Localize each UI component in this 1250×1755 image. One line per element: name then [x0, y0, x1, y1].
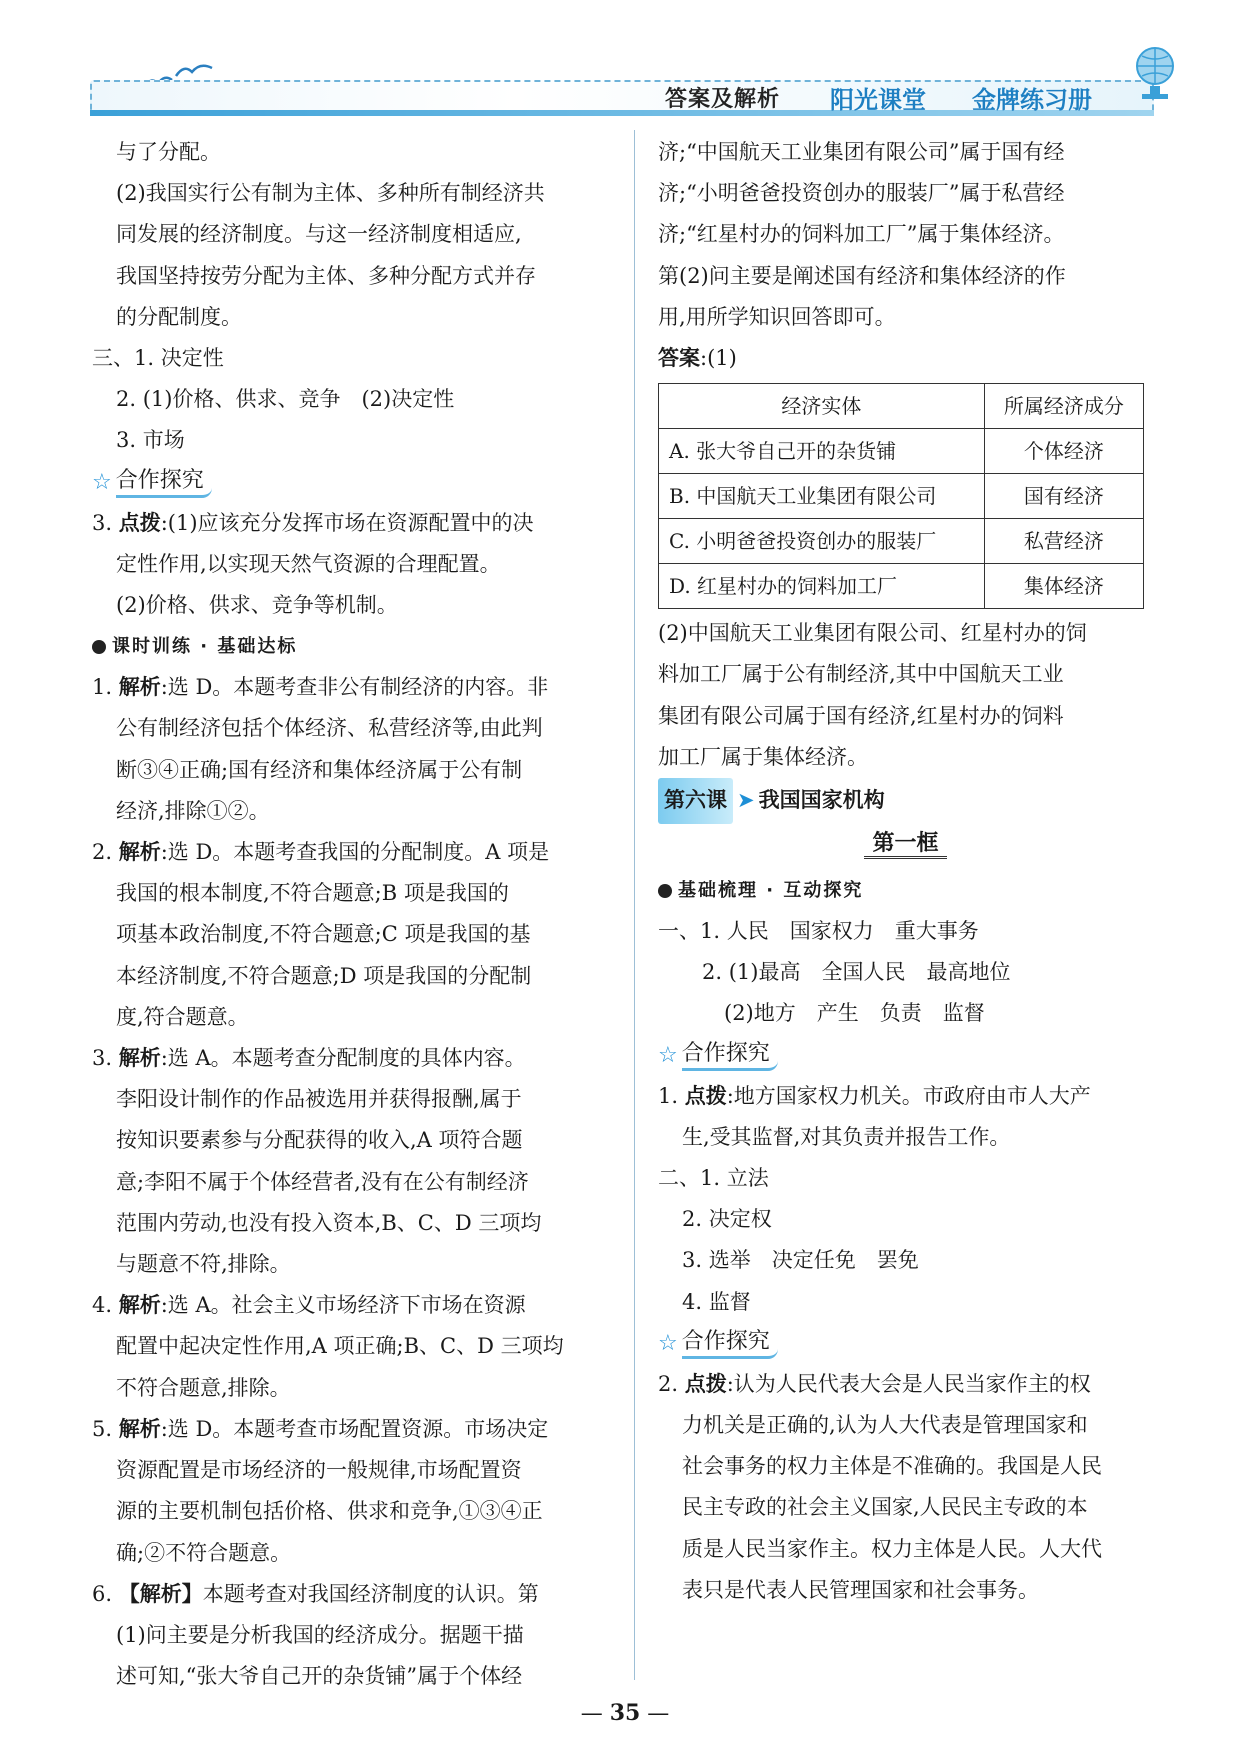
lesson-heading — [658, 778, 1153, 824]
text-line: 2. (1)价格、供求、竞争 (2)决定性 — [116, 387, 455, 412]
text-line: (2)中国航天工业集团有限公司、红星村办的饲 — [658, 621, 1087, 646]
section-heading — [92, 626, 612, 667]
text-line: 不符合题意,排除。 — [116, 1375, 291, 1400]
table-row — [659, 429, 1144, 474]
analysis-label: 【解析】 — [118, 1581, 203, 1606]
frame-title: 第一框 — [658, 824, 1153, 870]
text-line: 4. 监督 — [682, 1289, 751, 1314]
text-line: 料加工厂属于公有制经济,其中中国航天工业 — [658, 662, 1064, 687]
coop-heading-text: 合作探究 — [116, 467, 212, 498]
text-line: (1)问主要是分析我国的经济成分。据题干描 — [116, 1622, 524, 1647]
text-line: 述可知,“张大爷自己开的杂货铺”属于个体经 — [116, 1664, 523, 1689]
table-cell: B. 中国航天工业集团有限公司 — [659, 474, 985, 519]
table-row — [659, 519, 1144, 564]
brand-name: 阳光课堂 — [830, 86, 926, 114]
text-line: 用,用所学知识回答即可。 — [658, 304, 896, 329]
coop-heading — [92, 462, 612, 503]
text-line: 社会事务的权力主体是不准确的。我国是人民 — [682, 1454, 1102, 1479]
bullet-icon — [92, 640, 106, 654]
text-line: 集团有限公司属于国有经济,红星村办的饲料 — [658, 703, 1064, 728]
star-icon: ☆ — [658, 1042, 678, 1068]
text-line: 断③④正确;国有经济和集体经济属于公有制 — [116, 757, 523, 782]
text-line: 民主专政的社会主义国家,人民民主专政的本 — [682, 1495, 1088, 1520]
text-line: 第(2)问主要是阐述国有经济和集体经济的作 — [658, 263, 1066, 288]
table-row — [659, 564, 1144, 609]
text-line: 2. (1)最高 全国人民 最高地位 — [702, 960, 1011, 985]
answer-label: 答案 — [658, 346, 700, 371]
lesson-title: 我国国家机构 — [758, 788, 885, 813]
text-line: (2)价格、供求、竞争等机制。 — [116, 593, 398, 618]
answer-line: 2. 点拨:认为人民代表大会是人民当家作主的权 — [658, 1371, 1091, 1396]
text-line: 经济,排除①②。 — [116, 798, 270, 823]
text-line: 三、1. 决定性 — [92, 346, 224, 371]
text-line: 意;李阳不属于个体经营者,没有在公有制经济 — [116, 1169, 529, 1194]
text-line: 同发展的经济制度。与这一经济制度相适应, — [116, 222, 522, 247]
text-line: 确;②不符合题意。 — [116, 1540, 292, 1565]
answer-line: 答案:(1) — [658, 346, 737, 371]
hint-label: 点拨 — [684, 1371, 727, 1396]
text-line: 资源配置是市场经济的一般规律,市场配置资 — [116, 1458, 522, 1483]
text-line: (2)我国实行公有制为主体、多种所有制经济共 — [116, 181, 545, 206]
text-line: 3. 选举 决定任免 罢免 — [682, 1248, 919, 1273]
text-line: 的分配制度。 — [116, 304, 242, 329]
answer-table — [658, 383, 1144, 609]
analysis-label: 解析 — [118, 1416, 161, 1441]
text-line: (2)地方 产生 负责 监督 — [724, 1001, 985, 1026]
text-line: 一、1. 人民 国家权力 重大事务 — [658, 919, 979, 944]
text-line: 力机关是正确的,认为人大代表是管理国家和 — [682, 1413, 1088, 1438]
text-line: 按知识要素参与分配获得的收入,A 项符合题 — [116, 1128, 523, 1153]
analysis-label: 解析 — [118, 1293, 161, 1318]
table-header-row — [659, 384, 1144, 429]
answer-line: 3. 点拨:(1)应该充分发挥市场在资源配置中的决 — [92, 510, 534, 535]
hint-label: 点拨 — [684, 1083, 727, 1108]
answer-line: 2. 解析:选 D。本题考查我国的分配制度。A 项是 — [92, 840, 550, 865]
table-row — [659, 474, 1144, 519]
text-line: 3. 市场 — [116, 428, 185, 453]
text-line: 质是人民当家作主。权力主体是人民。人大代 — [682, 1536, 1102, 1561]
analysis-label: 解析 — [118, 840, 161, 865]
text-line: 范围内劳动,也没有投入资本,B、C、D 三项均 — [116, 1210, 542, 1235]
text-line: 生,受其监督,对其负责并报告工作。 — [682, 1124, 1011, 1149]
text-line: 公有制经济包括个体经济、私营经济等,由此判 — [116, 716, 543, 741]
column-divider — [634, 130, 635, 1680]
page-header — [90, 70, 1150, 122]
star-icon: ☆ — [658, 1330, 678, 1356]
hint-label: 点拨 — [118, 510, 161, 535]
text-line: 济;“红星村办的饲料加工厂”属于集体经济。 — [658, 222, 1065, 247]
answer-line: 3. 解析:选 A。本题考查分配制度的具体内容。 — [92, 1046, 526, 1071]
answer-line: 6. 【解析】本题考查对我国经济制度的认识。第 — [92, 1581, 539, 1606]
coop-heading — [658, 1035, 1153, 1076]
text-line: 二、1. 立法 — [658, 1166, 769, 1191]
lesson-tag: 第六课 — [658, 778, 733, 823]
section-heading-text: 基础梳理 · 互动探究 — [678, 879, 864, 901]
table-header: 经济实体 — [659, 384, 985, 429]
text-line: 加工厂属于集体经济。 — [658, 744, 868, 769]
book-name: 金牌练习册 — [972, 86, 1092, 114]
text-line: 本经济制度,不符合题意;D 项是我国的分配制 — [116, 963, 532, 988]
coop-heading-text: 合作探究 — [682, 1328, 778, 1359]
arrow-icon: ➤ — [737, 788, 755, 813]
text-line: 2. 决定权 — [682, 1207, 772, 1232]
table-cell: A. 张大爷自己开的杂货铺 — [659, 429, 985, 474]
text-line: 配置中起决定性作用,A 项正确;B、C、D 三项均 — [116, 1334, 564, 1359]
star-icon: ☆ — [92, 469, 112, 495]
text-line: 济;“小明爸爸投资创办的服装厂”属于私营经 — [658, 181, 1065, 206]
text-line: 与了分配。 — [116, 140, 221, 164]
coop-heading — [658, 1323, 1153, 1364]
section-heading — [658, 870, 1153, 911]
answer-line: 4. 解析:选 A。社会主义市场经济下市场在资源 — [92, 1293, 526, 1318]
text-line: 项基本政治制度,不符合题意;C 项是我国的基 — [116, 922, 531, 947]
answer-line: 5. 解析:选 D。本题考查市场配置资源。市场决定 — [92, 1416, 549, 1441]
table-cell: C. 小明爸爸投资创办的服装厂 — [659, 519, 985, 564]
left-column — [92, 132, 612, 1697]
table-header: 所属经济成分 — [984, 384, 1143, 429]
text-line: 我国的根本制度,不符合题意;B 项是我国的 — [116, 881, 509, 906]
page-number: — 35 — — [0, 1700, 1250, 1726]
coop-heading-text: 合作探究 — [682, 1040, 778, 1071]
table-cell: 国有经济 — [984, 474, 1143, 519]
table-cell: D. 红星村办的饲料加工厂 — [659, 564, 985, 609]
text-line: 我国坚持按劳分配为主体、多种分配方式并存 — [116, 263, 536, 288]
header-title: 答案及解析 — [665, 87, 781, 112]
text-line: 与题意不符,排除。 — [116, 1252, 291, 1277]
answer-line: 1. 点拨:地方国家权力机关。市政府由市人大产 — [658, 1083, 1091, 1108]
globe-icon — [1130, 42, 1180, 112]
text-line: 度,符合题意。 — [116, 1004, 249, 1029]
table-cell: 个体经济 — [984, 429, 1143, 474]
answer-line: 1. 解析:选 D。本题考查非公有制经济的内容。非 — [92, 675, 549, 700]
analysis-label: 解析 — [118, 675, 161, 700]
text-line: 济;“中国航天工业集团有限公司”属于国有经 — [658, 140, 1065, 164]
text-line: 表只是代表人民管理国家和社会事务。 — [682, 1577, 1039, 1602]
table-cell: 集体经济 — [984, 564, 1143, 609]
analysis-label: 解析 — [118, 1046, 161, 1071]
right-column — [658, 132, 1153, 1611]
text-line: 源的主要机制包括价格、供求和竞争,①③④正 — [116, 1499, 543, 1524]
bullet-icon — [658, 884, 672, 898]
text-line: 定性作用,以实现天然气资源的合理配置。 — [116, 551, 501, 576]
text-line: 李阳设计制作的作品被选用并获得报酬,属于 — [116, 1087, 522, 1112]
table-cell: 私营经济 — [984, 519, 1143, 564]
section-heading-text: 课时训练 · 基础达标 — [112, 636, 298, 658]
